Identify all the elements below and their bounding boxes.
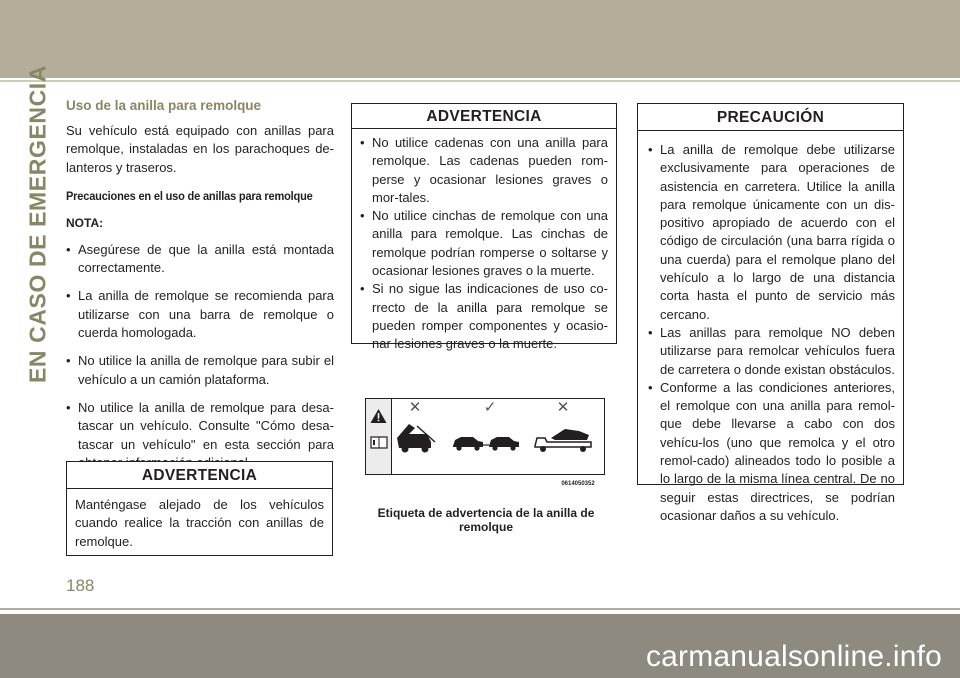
note-item: • Asegúrese de que la anilla está montada correctamente.	[66, 241, 334, 278]
note-item: • No utilice la anilla de remolque para desa-tascar un vehículo. Consulte "Cómo desa-tascar un vehículo" en esta sección para	[66, 399, 334, 472]
section-title: Uso de la anilla para remolque	[66, 98, 262, 113]
footer-rule	[0, 608, 960, 610]
left-column	[66, 98, 334, 482]
cross-mark: ✕	[556, 398, 570, 416]
note-item: • La anilla de remolque se recomienda para utilizarse con una barra de remolque o cuerda homologada.	[66, 287, 334, 342]
warning-body	[352, 129, 616, 354]
header-band	[0, 0, 960, 78]
page-number: 188	[66, 576, 95, 595]
nota-label: NOTA:	[66, 215, 104, 230]
tow-warning-label-diagram	[365, 398, 605, 488]
cross-mark: ✕	[408, 398, 422, 416]
warning-title: ADVERTENCIA	[67, 462, 332, 489]
warning-text: Manténgase alejado de los vehículos cuando realice la tracción con anillas de remolque.	[75, 497, 324, 549]
label-code: 0614050352	[561, 481, 595, 487]
warning-box-keep-away	[66, 461, 333, 556]
caution-title: PRECAUCIÓN	[638, 104, 903, 131]
warning-title: ADVERTENCIA	[352, 104, 616, 129]
warning-item: • Si no sigue las indicaciones de uso co-rrecto de la anilla para remolque se pueden romper componentes y ocasio-nar lesiones graves o la muerte.	[360, 280, 608, 353]
warning-item: • No utilice cinchas de remolque con una anilla para remolque. Las cinchas de remolque podrían romperse o soltarse y ocasionar lesiones graves o la muerte.	[360, 207, 608, 280]
figure-caption: Etiqueta de advertencia de la anilla de remolque	[377, 506, 595, 534]
section-side-label: EN CASO DE EMERGENCIA	[24, 64, 51, 384]
manual-book-icon	[371, 437, 387, 448]
caution-item: • Conforme a las condiciones anteriores, el remolque con una anilla para remol-que debe llevarse a cabo con dos vehícu-los (uno que remolca y el otro remol-cado) alineados todo lo posible a lo largo de la misma línea central. De no seguir estas directrices, se podrían ocasionar daños a su vehículo.	[648, 379, 895, 525]
caution-body	[638, 131, 903, 525]
caution-box	[637, 103, 904, 523]
precautions-subheading: Precauciones en el uso de anillas para remolque	[66, 188, 313, 203]
warning-list	[360, 134, 608, 354]
note-item: • No utilice la anilla de remolque para subir el vehículo a un camión plataforma.	[66, 352, 334, 389]
caution-list	[648, 141, 895, 525]
caution-item: • Las anillas para remolque NO deben utilizarse para remolcar vehículos fuera de carretera o donde existan obstáculos.	[648, 324, 895, 379]
warning-box-chains	[351, 103, 617, 352]
notes-list	[66, 241, 334, 472]
caution-item: • La anilla de remolque debe utilizarse exclusivamente para operaciones de asistencia en carretera. Utilice la anilla para remolque únicamente con un dis-positivo apropiado de acuerdo con el código de circulación (una barra rígida o una cuerda) para el remolque plano del vehículo a lo largo de una distancia corta hasta el punto de servicio más cercano.	[648, 141, 895, 324]
warning-item: • No utilice cadenas con una anilla para remolque. Las cadenas pueden rom-perse y ocasionar lesiones graves o mor-tales.	[360, 134, 608, 207]
intro-paragraph: Su vehículo está equipado con anillas para remolque, instaladas en los parachoques de-lanteros y traseros.	[66, 123, 334, 175]
check-mark: ✓	[483, 398, 497, 416]
header-rule	[0, 80, 960, 82]
watermark-text: carmanualsonline.info	[645, 640, 942, 673]
